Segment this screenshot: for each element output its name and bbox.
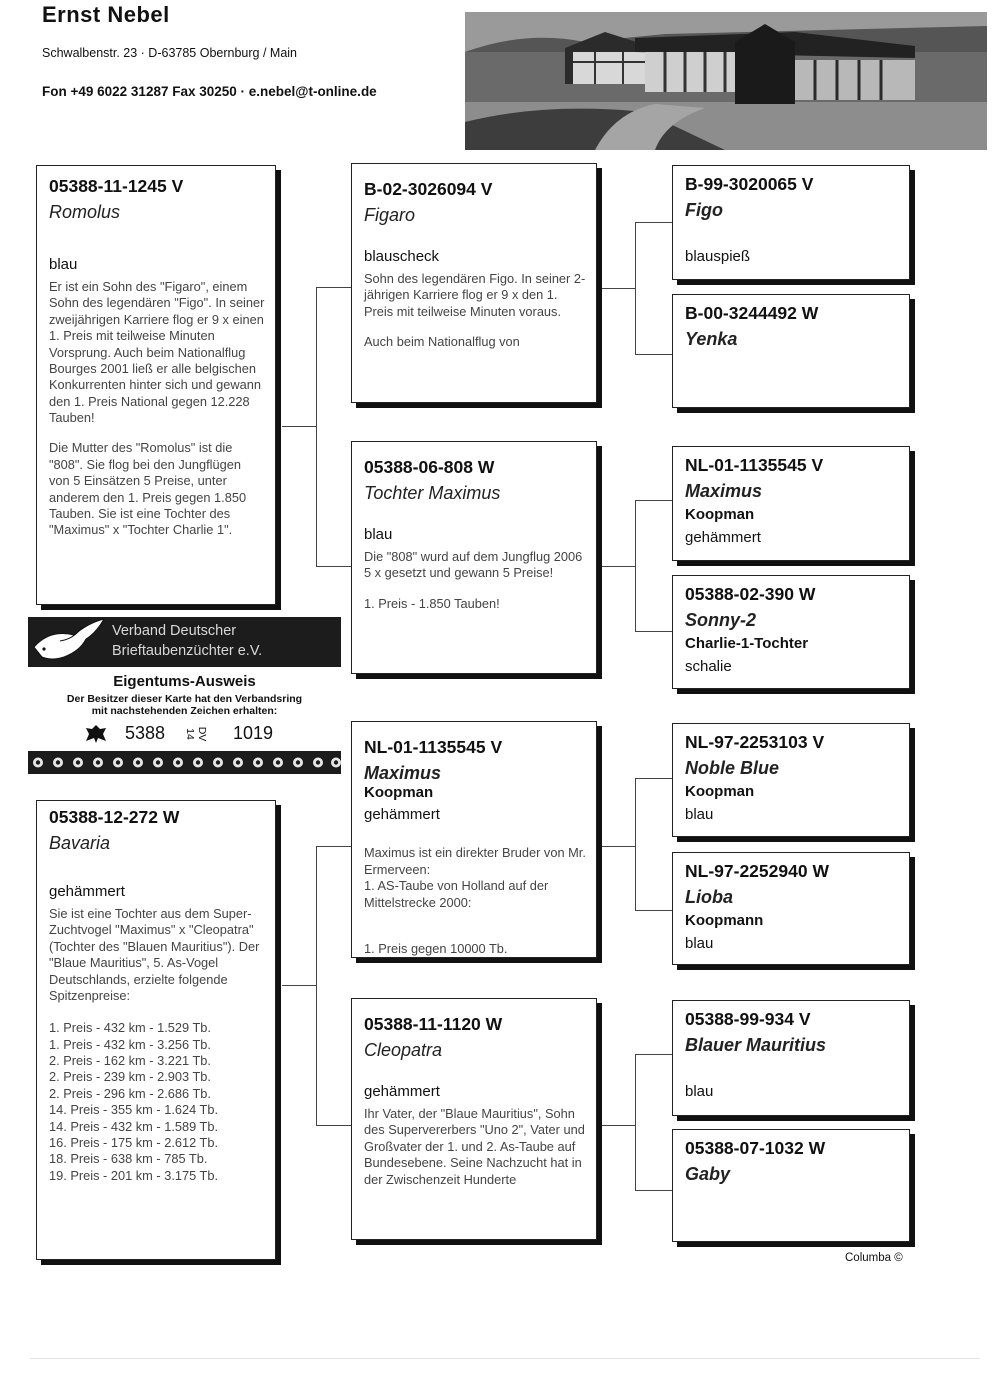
ring-number: 05388-06-808 W xyxy=(364,457,495,477)
connector xyxy=(635,222,672,223)
card-year-block xyxy=(182,725,208,743)
connector xyxy=(635,778,672,779)
description-paragraph: Die "808" wurd auf dem Jungflug 2006 5 x gesetzt und gewann 5 Preise! xyxy=(364,549,583,581)
pedigree-box-great-grandparent xyxy=(672,852,910,965)
pedigree-box-great-grandparent xyxy=(672,723,910,837)
connector xyxy=(316,846,351,847)
connector xyxy=(635,910,672,911)
pigeon-logo-icon xyxy=(30,617,108,673)
pigeon-name: Cleopatra xyxy=(364,1040,443,1060)
pigeon-color: gehämmert xyxy=(364,806,440,823)
pigeon-description xyxy=(364,1106,586,1188)
connector xyxy=(635,631,672,632)
breeder-contact: Fon +49 6022 31287 Fax 30250 · e.nebel@t-online.de xyxy=(42,84,377,99)
description-paragraph: 1. Preis - 1.850 Tauben! xyxy=(364,595,500,611)
pigeon-color: blauspieß xyxy=(685,248,751,265)
pigeon-name: Tochter Maximus xyxy=(364,483,501,503)
connector xyxy=(597,288,635,289)
pedigree-box-grandparent xyxy=(351,163,597,403)
ring-number: NL-01-1135545 V xyxy=(364,737,503,757)
result-line: 2. Preis - 239 km - 2.903 Tb. xyxy=(49,1069,211,1085)
pigeon-color: blau xyxy=(364,526,393,543)
result-line: 19. Preis - 201 km - 3.175 Tb. xyxy=(49,1167,219,1183)
pigeon-breeder: Koopmann xyxy=(685,912,764,929)
description-paragraph: Die Mutter des "Romolus" ist die "808". Sie flog bei den Jungflügen von 5 Einsätzen 5 Preise, unter anderem den 1. Preis gegen 1.850 Tauben. Sie ist eine Tochter des "Maximus" x "Tochter Charlie 1". xyxy=(49,440,247,538)
loft-photo xyxy=(465,12,987,150)
result-line: 2. Preis - 296 km - 2.686 Tb. xyxy=(49,1085,211,1101)
ring-number: NL-01-1135545 V xyxy=(685,455,824,475)
ring-number: NL-97-2253103 V xyxy=(685,732,825,752)
pigeon-breeder: Charlie-1-Tochter xyxy=(685,635,809,652)
connector xyxy=(597,846,635,847)
pedigree-box-great-grandparent xyxy=(672,575,910,689)
pedigree-box-great-grandparent xyxy=(672,1129,910,1242)
connector xyxy=(597,566,635,567)
pedigree-box-grandparent xyxy=(351,441,597,674)
description-paragraph: 1. Preis gegen 10000 Tb. xyxy=(364,941,508,957)
pigeon-description xyxy=(364,549,586,612)
pigeon-name: Lioba xyxy=(685,887,733,907)
card-title: Eigentums-Ausweis xyxy=(113,673,256,690)
eagle-emblem-icon xyxy=(84,723,108,745)
ring-number: 05388-11-1120 W xyxy=(364,1014,503,1034)
pigeon-name: Romolus xyxy=(49,202,121,222)
card-subtitle-2: mit nachstehenden Zeichen erhalten: xyxy=(91,705,278,717)
pigeon-description xyxy=(364,271,586,351)
ownership-card xyxy=(28,617,341,774)
pedigree-box-great-grandparent xyxy=(672,446,910,561)
pigeon-breeder: Koopman xyxy=(685,506,755,523)
result-line: 18. Preis - 638 km - 785 Tb. xyxy=(49,1151,208,1167)
pigeon-color: gehämmert xyxy=(49,883,125,900)
pigeon-name: Figaro xyxy=(364,205,416,225)
pigeon-breeder xyxy=(685,354,899,372)
ring-number: 05388-12-272 W xyxy=(49,807,180,827)
ring-number: 05388-11-1245 V xyxy=(49,176,184,196)
result-line: 1. Preis - 432 km - 3.256 Tb. xyxy=(49,1036,211,1052)
breeder-address: Schwalbenstr. 23 · D-63785 Obernburg / Main xyxy=(42,46,297,60)
pigeon-color: gehämmert xyxy=(685,529,761,546)
card-year: 14 xyxy=(184,728,196,740)
connector xyxy=(635,500,636,631)
card-org-line2: Brieftaubenzüchter e.V. xyxy=(112,643,263,659)
pigeon-description xyxy=(49,906,265,1184)
ring-number: 05388-07-1032 W xyxy=(685,1138,826,1158)
connector xyxy=(635,222,636,354)
ring-number: 05388-99-934 V xyxy=(685,1009,811,1029)
pigeon-color: blau xyxy=(685,935,714,952)
pigeon-name: Maximus xyxy=(364,763,442,783)
copyright-label: Columba © xyxy=(845,1252,903,1264)
ring-number: B-00-3244492 W xyxy=(685,303,819,323)
connector xyxy=(316,1125,351,1126)
card-member-number: 5388 xyxy=(125,723,166,743)
result-line: 14. Preis - 432 km - 1.589 Tb. xyxy=(49,1118,219,1134)
pigeon-breeder xyxy=(685,225,899,243)
pigeon-description xyxy=(364,829,586,988)
description-paragraph: Er ist ein Sohn des "Figaro", einem Sohn des legendären "Figo". In seiner zweijährigen Karriere flog er 9 x einen 1. Preis mit teilweise Minuten Vorsprung. Auch beim Nationalflug Bourges 2001 ließ er alle belgischen Konkurrenten hinter sich und gewann den 1. Preis National gegen 12.228 Tauben! xyxy=(49,279,265,425)
pigeon-name: Sonny-2 xyxy=(685,610,757,630)
pigeon-description xyxy=(49,279,265,539)
ring-number: B-99-3020065 V xyxy=(685,174,814,194)
pigeon-name: Gaby xyxy=(685,1164,731,1184)
pedigree-box-great-grandparent xyxy=(672,165,910,280)
result-line: 14. Preis - 355 km - 1.624 Tb. xyxy=(49,1102,219,1118)
connector xyxy=(316,287,351,288)
connector xyxy=(316,287,317,567)
description-paragraph: Maximus ist ein direkter Bruder von Mr. Ermerveen: 1. AS-Taube von Holland auf der Mittelstrecke 2000: xyxy=(364,845,586,910)
result-line: 1. Preis - 432 km - 1.529 Tb. xyxy=(49,1020,211,1036)
pigeon-breeder: Koopman xyxy=(364,784,434,801)
connector xyxy=(316,566,351,567)
pigeon-name: Bavaria xyxy=(49,833,111,853)
pigeon-name: Yenka xyxy=(685,329,738,349)
connector xyxy=(635,500,672,501)
card-ring-number: 1019 xyxy=(233,723,274,743)
pigeon-breeder: Koopman xyxy=(685,783,755,800)
pedigree-box-grandparent xyxy=(351,998,597,1240)
ring-number: NL-97-2252940 W xyxy=(685,861,829,881)
card-header xyxy=(28,617,341,667)
result-line: 16. Preis - 175 km - 2.612 Tb. xyxy=(49,1134,219,1150)
connector xyxy=(597,1125,635,1126)
ring-number: B-02-3026094 V xyxy=(364,179,493,199)
breeder-name: Ernst Nebel xyxy=(42,2,170,27)
page-edge-line xyxy=(30,1358,980,1359)
description-paragraph: Ihr Vater, der "Blaue Mauritius", Sohn des Supervererbers "Uno 2", Vater und Großvater der 1. und 2. As-Taube auf Bundesebene. Seine Nachzucht hat in der Zwischenzeit Hunderte xyxy=(364,1106,585,1187)
pigeon-breeder xyxy=(685,1060,899,1078)
pigeon-color: gehämmert xyxy=(364,1083,440,1100)
pigeon-color: blau xyxy=(49,256,78,273)
card-year-prefix: DV xyxy=(196,726,208,742)
result-line: 2. Preis - 162 km - 3.221 Tb. xyxy=(49,1053,211,1068)
pigeon-name: Noble Blue xyxy=(685,758,780,778)
card-org-line1: Verband Deutscher xyxy=(112,623,237,639)
description-paragraph: Auch beim Nationalflug von xyxy=(364,334,520,350)
ring-number: 05388-02-390 W xyxy=(685,584,816,604)
connector xyxy=(635,354,672,355)
connector xyxy=(282,985,316,986)
connector xyxy=(635,778,636,910)
connector xyxy=(635,1054,636,1190)
pedigree-box-parent-dam xyxy=(36,800,276,1260)
pedigree-box-great-grandparent xyxy=(672,1000,910,1116)
pigeon-name: Maximus xyxy=(685,481,763,501)
card-subtitle-1: Der Besitzer dieser Karte hat den Verbandsring xyxy=(66,693,303,705)
description-paragraph: Sohn des legendären Figo. In seiner 2-jährigen Karriere flog er 9 x den 1. Preis mit teilweise Minuten voraus. xyxy=(364,271,586,319)
pedigree-box-parent-sire xyxy=(36,165,276,605)
pedigree-box-great-grandparent xyxy=(672,294,910,408)
connector xyxy=(635,1190,672,1191)
pigeon-color: blau xyxy=(685,806,714,823)
pedigree-box-grandparent xyxy=(351,721,597,958)
connector xyxy=(282,426,316,427)
connector xyxy=(635,1054,672,1055)
pigeon-name: Blauer Mauritius xyxy=(685,1035,827,1055)
connector xyxy=(316,846,317,1126)
pigeon-color: schalie xyxy=(685,658,732,675)
pigeon-name: Figo xyxy=(685,200,723,220)
pigeon-color: blauscheck xyxy=(364,248,440,265)
description-paragraph: Sie ist eine Tochter aus dem Super-Zuchtvogel "Maximus" x "Cleopatra" (Tochter des "Blauen Mauritius"). Der "Blaue Mauritius", 5. As-Vogel Deutschlands, erzielte folgende Spitzenpreise: xyxy=(49,906,260,1003)
pigeon-breeder xyxy=(685,1189,899,1207)
pigeon-color: blau xyxy=(685,1083,714,1100)
card-ornament-band xyxy=(28,751,341,774)
